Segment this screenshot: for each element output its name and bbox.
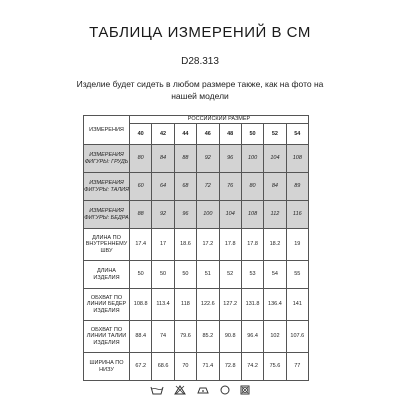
table-cell: 112 — [264, 201, 286, 229]
table-cell: 19 — [286, 229, 308, 261]
table-cell: 77 — [286, 353, 308, 381]
table-cell: 71.4 — [197, 353, 219, 381]
table-cell: 84 — [152, 145, 174, 173]
table-cell: 136.4 — [264, 289, 286, 321]
table-cell: 17.8 — [241, 229, 263, 261]
table-cell: 92 — [197, 145, 219, 173]
table-cell: 100 — [241, 145, 263, 173]
table-cell: 18.6 — [174, 229, 196, 261]
table-cell: 108 — [286, 145, 308, 173]
table-cell: 76 — [219, 173, 241, 201]
table-cell: 50 — [152, 261, 174, 289]
table-cell: 96 — [174, 201, 196, 229]
table-cell: 17.2 — [197, 229, 219, 261]
table-cell: 75.6 — [264, 353, 286, 381]
table-row — [84, 145, 309, 173]
table-cell: 52 — [219, 261, 241, 289]
table-cell: 118 — [174, 289, 196, 321]
table-cell: 79.6 — [174, 321, 196, 353]
table-cell: 88.4 — [130, 321, 152, 353]
table-cell: 70 — [174, 353, 196, 381]
row-label: ОБХВАТ ПО ЛИНИИ ТАЛИИ ИЗДЕЛИЯ — [84, 321, 130, 353]
wash-30-icon — [150, 382, 164, 400]
table-cell: 102 — [264, 321, 286, 353]
table-cell: 74.2 — [241, 353, 263, 381]
table-cell: 104 — [219, 201, 241, 229]
row-label: ИЗМЕРЕНИЯ ФИГУРЫ: БЕДРА — [84, 201, 130, 229]
table-cell: 88 — [130, 201, 152, 229]
table-cell: 92 — [152, 201, 174, 229]
table-cell: 89 — [286, 173, 308, 201]
table-cell: 72 — [197, 173, 219, 201]
table-cell: 17.8 — [219, 229, 241, 261]
table-cell: 84 — [264, 173, 286, 201]
table-cell: 127.2 — [219, 289, 241, 321]
table-cell: 68 — [174, 173, 196, 201]
table-cell: 64 — [152, 173, 174, 201]
table-cell: 50 — [130, 261, 152, 289]
tumble-dry-icon — [240, 382, 250, 400]
row-label: ДЛИНА ПО ВНУТРЕННЕМУ ШВУ — [84, 229, 130, 261]
table-cell: 68.6 — [152, 353, 174, 381]
table-row — [84, 229, 309, 261]
table-cell: 88 — [174, 145, 196, 173]
table-cell: 54 — [264, 261, 286, 289]
table-cell: 90.8 — [219, 321, 241, 353]
size-header-50: 50 — [241, 124, 263, 145]
care-icons — [150, 386, 250, 396]
fit-note: Изделие будет сидеть в любом размере также, как на фото на нашей модели — [76, 79, 324, 101]
table-cell: 53 — [241, 261, 263, 289]
row-label: ДЛИНА ИЗДЕЛИЯ — [84, 261, 130, 289]
table-cell: 104 — [264, 145, 286, 173]
table-cell: 17.4 — [130, 229, 152, 261]
table-cell: 17 — [152, 229, 174, 261]
table-row — [84, 353, 309, 381]
table-cell: 131.8 — [241, 289, 263, 321]
table-cell: 108.8 — [130, 289, 152, 321]
table-cell: 100 — [197, 201, 219, 229]
table-row — [84, 289, 309, 321]
table-cell: 108 — [241, 201, 263, 229]
table-cell: 107.6 — [286, 321, 308, 353]
table-cell: 96.4 — [241, 321, 263, 353]
table-cell: 141 — [286, 289, 308, 321]
row-label: ИЗМЕРЕНИЯ ФИГУРЫ: ГРУДЬ — [84, 145, 130, 173]
dry-clean-icon — [220, 382, 230, 400]
table-cell: 67.2 — [130, 353, 152, 381]
table-row — [84, 321, 309, 353]
size-header-54: 54 — [286, 124, 308, 145]
table-cell: 50 — [174, 261, 196, 289]
table-cell: 74 — [152, 321, 174, 353]
table-cell: 55 — [286, 261, 308, 289]
page-title: ТАБЛИЦА ИЗМЕРЕНИЙ В СМ — [89, 24, 311, 41]
table-cell: 51 — [197, 261, 219, 289]
table-row — [84, 201, 309, 229]
group-header: РОССИЙСКИЙ РАЗМЕР — [130, 116, 309, 124]
size-table — [83, 115, 309, 381]
product-code: D28.313 — [181, 56, 219, 67]
table-cell: 80 — [130, 145, 152, 173]
size-header-48: 48 — [219, 124, 241, 145]
iron-icon — [196, 382, 210, 400]
row-label: ОБХВАТ ПО ЛИНИИ БЕДЕР ИЗДЕЛИЯ — [84, 289, 130, 321]
table-row — [84, 261, 309, 289]
table-cell: 18.2 — [264, 229, 286, 261]
size-header-40: 40 — [130, 124, 152, 145]
row-label: ИЗМЕРЕНИЯ ФИГУРЫ: ТАЛИЯ — [84, 173, 130, 201]
table-row — [84, 173, 309, 201]
table-cell: 96 — [219, 145, 241, 173]
table-cell: 116 — [286, 201, 308, 229]
no-bleach-icon — [174, 382, 186, 400]
table-cell: 80 — [241, 173, 263, 201]
table-cell: 122.6 — [197, 289, 219, 321]
size-header-46: 46 — [197, 124, 219, 145]
size-header-42: 42 — [152, 124, 174, 145]
row-label: ШИРИНА ПО НИЗУ — [84, 353, 130, 381]
size-header-52: 52 — [264, 124, 286, 145]
table-cell: 113.4 — [152, 289, 174, 321]
table-cell: 72.8 — [219, 353, 241, 381]
table-cell: 60 — [130, 173, 152, 201]
corner-label: ИЗМЕРЕНИЯ — [84, 116, 130, 145]
size-header-44: 44 — [174, 124, 196, 145]
table-cell: 85.2 — [197, 321, 219, 353]
